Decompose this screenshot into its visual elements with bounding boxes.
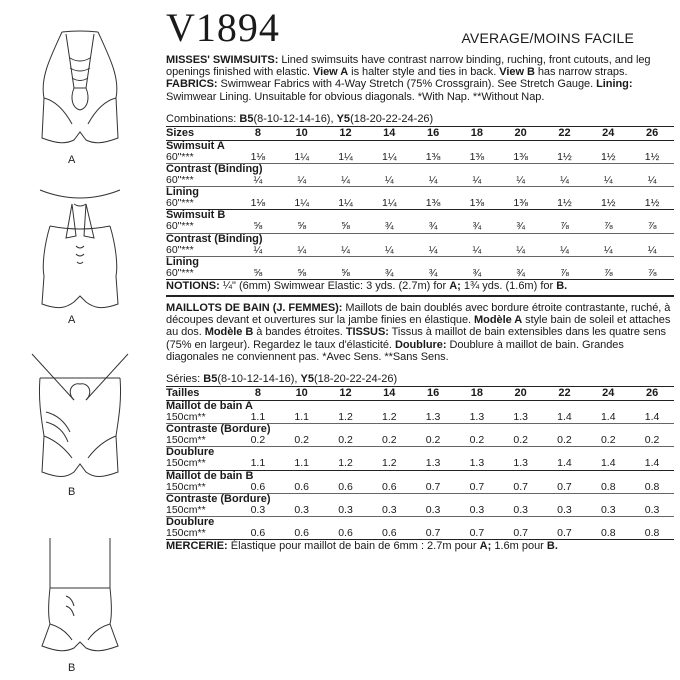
yardage-cell: 0.8 <box>644 480 660 493</box>
view-sketches <box>0 0 150 680</box>
yardage-cell: 0.6 <box>236 528 280 540</box>
yardage-cell: 1⅛ <box>250 150 266 163</box>
fabric-width: 150cm** <box>166 457 206 470</box>
desc-view-a: Modèle A <box>474 314 523 327</box>
size-column-header: 18 <box>470 126 483 139</box>
desc-heading: MISSES' SWIMSUITS: <box>166 54 279 66</box>
desc-text: style bain de soleil et attaches au dos. <box>166 314 671 339</box>
yardage-cell: 1.4 <box>644 457 660 470</box>
yardage-cell: ¼ <box>253 174 263 187</box>
yardage-cell: 1½ <box>644 150 660 163</box>
sketch-view-a-front <box>10 28 150 166</box>
sketch-label: B <box>68 486 76 498</box>
swimsuit-a-back-drawing <box>10 186 150 311</box>
yardage-cell: ¼ <box>603 243 613 256</box>
desc-text: is halter style and ties in back. <box>348 66 500 79</box>
notions-view-a: A; <box>479 540 492 553</box>
yardage-cell: 0.3 <box>600 503 616 516</box>
fabric-width: 60"*** <box>166 197 194 210</box>
section-heading: Lining <box>166 187 674 199</box>
yardage-cell: ¾ <box>411 268 455 280</box>
notions-text: 1.6m pour <box>491 540 547 553</box>
swimsuit-b-front-drawing <box>10 352 150 482</box>
yardage-cell: 1⅜ <box>425 197 441 210</box>
notions-view-b: B. <box>546 540 558 553</box>
yardage-cell: 0.2 <box>294 434 309 447</box>
yardage-cell: 1.4 <box>557 457 572 470</box>
yardage-cell: 0.7 <box>499 528 543 540</box>
size-column-header: 14 <box>383 126 396 139</box>
yardage-cell: 1.1 <box>294 411 309 424</box>
description-french <box>166 302 674 363</box>
yardage-cell: ¾ <box>499 268 543 280</box>
yardage-cell: ¼ <box>560 243 569 256</box>
yardage-cell: 0.2 <box>338 434 353 447</box>
yardage-cell: 1.4 <box>600 411 616 424</box>
yardage-cell: 1⅜ <box>469 197 485 210</box>
yardage-cell: ⅝ <box>341 220 350 233</box>
yardage-cell: ⅝ <box>253 220 263 233</box>
combinations-french <box>166 373 674 386</box>
desc-lining: Doublure: <box>394 338 447 351</box>
yardage-cell: 0.2 <box>600 434 616 447</box>
sketch-view-b-back <box>10 536 150 674</box>
yardage-cell: ¼ <box>341 174 350 187</box>
yardage-cell: 1¼ <box>338 197 353 210</box>
fabric-width: 150cm** <box>166 528 236 540</box>
yardage-cell: ¼ <box>516 174 526 187</box>
yardage-cell: 0.2 <box>381 434 397 447</box>
combinations-english <box>166 113 674 126</box>
section-heading: Doublure <box>166 516 674 528</box>
section-heading: Doublure <box>166 447 674 459</box>
header <box>166 5 674 50</box>
size-column-header: 20 <box>514 126 527 139</box>
yardage-cell: ⅞ <box>543 268 587 280</box>
yardage-cell: 1½ <box>600 197 616 210</box>
desc-text: Doublure à maillot de bain. Grandes diagonales ne conviennent pas. *Avec Sens. **Sans Sens. <box>166 338 624 363</box>
yardage-cell: 1.3 <box>469 411 485 424</box>
combo-y5-range: (18-20-22-24-26) <box>313 372 398 385</box>
size-column-header: 10 <box>295 126 308 139</box>
desc-text: Tissus à maillot de bain extensibles dans les quatre sens (75% en largeur). Regardez le taux d'élasticité. <box>166 326 667 351</box>
combo-b5: B5 <box>203 372 218 385</box>
yardage-cell: ¼ <box>516 243 526 256</box>
yardage-cell: ⅝ <box>324 268 368 280</box>
size-column-header: 8 <box>254 386 261 399</box>
fabric-width: 150cm** <box>166 411 206 424</box>
notions-view-a: A; <box>449 279 461 292</box>
fabric-width: 60"*** <box>166 220 194 233</box>
yardage-cell: ¼ <box>297 243 307 256</box>
yardage-cell: 0.7 <box>543 528 587 540</box>
desc-view-b: Modèle B <box>204 326 254 339</box>
yardage-table-english <box>166 126 674 280</box>
yardage-cell: 0.2 <box>644 434 660 447</box>
notions-heading: NOTIONS: <box>166 279 220 292</box>
desc-text: Maillots de bain doublés avec bordure étroite contrastante, ruché, à découpes devant et ouvertures sur la jambe finies en élastique. <box>166 301 671 327</box>
size-header: Tailles <box>166 386 200 399</box>
desc-heading: MAILLOTS DE BAIN (J. FEMMES): <box>166 301 343 314</box>
fabric-width: 60"*** <box>166 150 194 163</box>
yardage-cell: ⅞ <box>630 268 674 280</box>
yardage-cell: 1.3 <box>513 457 528 470</box>
yardage-cell: 0.6 <box>381 480 397 493</box>
description-english <box>166 54 674 103</box>
desc-text: Swimwear Lining. Unsuitable for obvious diagonals. *With Nap. **Without Nap. <box>166 90 545 103</box>
fabric-width: 60"*** <box>166 268 236 280</box>
yardage-cell: 0.8 <box>630 528 674 540</box>
desc-fabrics: TISSUS: <box>345 326 389 339</box>
yardage-cell: 1.3 <box>425 411 441 424</box>
yardage-cell: ⅝ <box>280 268 324 280</box>
notions-english <box>166 280 674 293</box>
yardage-cell: 1.4 <box>557 411 572 424</box>
yardage-cell: 1.2 <box>381 457 397 470</box>
yardage-cell: 1.1 <box>294 457 309 470</box>
size-header: Sizes <box>166 126 195 139</box>
yardage-cell: ¼ <box>341 243 350 256</box>
fabric-width: 150cm** <box>166 503 206 516</box>
yardage-cell: 1½ <box>557 150 572 163</box>
yardage-cell: 0.2 <box>250 434 266 447</box>
yardage-cell: 1.3 <box>513 411 528 424</box>
yardage-cell: 1½ <box>600 150 616 163</box>
combo-y5-range: (18-20-22-24-26) <box>350 112 434 125</box>
yardage-cell: 0.7 <box>557 480 572 493</box>
section-heading: Maillot de bain A <box>166 399 253 412</box>
yardage-cell: 0.2 <box>513 434 528 447</box>
combo-prefix: Combinations: <box>166 112 240 125</box>
yardage-cell: 0.3 <box>513 503 528 516</box>
section-divider <box>166 295 674 297</box>
desc-view-b: View B <box>499 66 535 79</box>
size-column-header: 22 <box>558 126 571 139</box>
combo-prefix: Séries: <box>166 372 204 385</box>
combo-y5: Y5 <box>336 112 351 125</box>
yardage-cell: ¼ <box>253 243 263 256</box>
combo-b5-range: (8-10-12-14-16), <box>217 372 301 385</box>
size-column-header: 8 <box>254 126 261 139</box>
size-column-header: 26 <box>645 386 659 399</box>
notions-french <box>166 540 674 553</box>
yardage-cell: 1¼ <box>338 150 353 163</box>
yardage-cell: ⅞ <box>647 220 657 233</box>
yardage-cell: ¼ <box>297 174 307 187</box>
yardage-cell: 0.7 <box>425 480 441 493</box>
section-heading: Contraste (Bordure) <box>166 493 674 505</box>
yardage-cell: 0.6 <box>367 528 411 540</box>
yardage-cell: 1¼ <box>294 197 309 210</box>
yardage-cell: 0.3 <box>469 503 485 516</box>
section-heading: Maillot de bain B <box>166 470 674 482</box>
yardage-cell: 1⅜ <box>513 150 528 163</box>
yardage-cell: 1.3 <box>469 457 485 470</box>
sketch-label: A <box>68 314 76 326</box>
sketch-view-b-front <box>10 352 150 498</box>
yardage-cell: ¼ <box>472 243 482 256</box>
yardage-cell: ¾ <box>455 268 499 280</box>
yardage-cell: 1⅛ <box>250 197 266 210</box>
size-column-header: 16 <box>426 126 440 139</box>
sketch-label: A <box>68 154 76 166</box>
notions-text: ¼" (6mm) Swimwear Elastic: 3 yds. (2.7m) for <box>219 279 450 292</box>
yardage-cell: 0.6 <box>294 480 309 493</box>
yardage-cell: 0.3 <box>338 503 353 516</box>
yardage-cell: 1.1 <box>250 457 266 470</box>
combo-b5: B5 <box>239 112 254 125</box>
yardage-cell: 1.2 <box>338 411 353 424</box>
yardage-cell: ⅞ <box>586 268 630 280</box>
desc-view-a: View A <box>313 66 349 79</box>
section-heading: Swimsuit A <box>166 139 225 152</box>
notions-heading: MERCERIE: <box>166 540 228 553</box>
yardage-cell: 0.3 <box>644 503 660 516</box>
yardage-cell: ¼ <box>560 174 569 187</box>
yardage-cell: 1⅜ <box>469 150 485 163</box>
size-column-header: 14 <box>383 386 396 399</box>
yardage-cell: 1½ <box>644 197 660 210</box>
notions-text: Élastique pour maillot de bain de 6mm : 2.7m pour <box>227 540 480 553</box>
yardage-cell: ¼ <box>384 174 394 187</box>
yardage-cell: ¾ <box>367 268 411 280</box>
sketch-label: B <box>68 662 76 674</box>
section-heading: Contrast (Binding) <box>166 233 674 245</box>
desc-text: Lined swimsuits have contrast narrow binding, ruching, front cutouts, and leg openings finished with elastic. <box>166 54 651 79</box>
yardage-cell: ¾ <box>428 220 438 233</box>
swimsuit-a-front-drawing <box>10 28 150 148</box>
fabric-width: 60"*** <box>166 243 194 256</box>
desc-text: Swimwear Fabrics with 4-Way Stretch (75% Crossgrain). See Stretch Gauge. <box>217 78 597 91</box>
yardage-cell: 0.7 <box>469 480 485 493</box>
yardage-cell: 0.2 <box>425 434 441 447</box>
yardage-cell: ¼ <box>603 174 613 187</box>
yardage-cell: 1⅜ <box>513 197 528 210</box>
yardage-cell: 1.1 <box>250 411 266 424</box>
notions-text: 1¾ yds. (1.6m) for <box>460 279 557 292</box>
yardage-cell: 0.3 <box>250 503 266 516</box>
yardage-cell: 1.3 <box>425 457 441 470</box>
yardage-cell: 0.7 <box>513 480 528 493</box>
size-column-header: 18 <box>470 386 483 399</box>
size-column-header: 12 <box>339 126 352 139</box>
notions-view-b: B. <box>556 279 568 292</box>
yardage-cell: 0.6 <box>250 480 266 493</box>
yardage-cell: 0.3 <box>294 503 309 516</box>
section-heading: Contrast (Binding) <box>166 164 674 176</box>
yardage-cell: ⅞ <box>603 220 613 233</box>
desc-text: à bandes étroites. <box>253 326 346 339</box>
yardage-cell: 1¼ <box>294 150 309 163</box>
yardage-cell: 0.7 <box>411 528 455 540</box>
yardage-cell: 0.2 <box>469 434 485 447</box>
pattern-number: V1894 <box>166 5 280 50</box>
size-column-header: 24 <box>602 126 615 139</box>
section-heading: Lining <box>166 256 674 268</box>
yardage-cell: 0.3 <box>381 503 397 516</box>
yardage-cell: ¼ <box>647 243 657 256</box>
yardage-cell: 0.2 <box>557 434 572 447</box>
desc-text: has narrow straps. <box>534 66 628 79</box>
yardage-cell: 0.3 <box>425 503 441 516</box>
size-column-header: 26 <box>645 126 659 139</box>
yardage-cell: ¼ <box>428 243 438 256</box>
yardage-cell: ⅝ <box>236 268 280 280</box>
yardage-cell: ¾ <box>384 220 394 233</box>
yardage-cell: ¼ <box>472 174 482 187</box>
size-column-header: 16 <box>426 386 440 399</box>
yardage-cell: ¼ <box>428 174 438 187</box>
yardage-cell: 0.6 <box>338 480 353 493</box>
yardage-cell: 1¼ <box>381 150 397 163</box>
pattern-info <box>166 5 674 553</box>
size-column-header: 20 <box>514 386 527 399</box>
size-column-header: 10 <box>295 386 308 399</box>
desc-lining: Lining: <box>596 78 633 91</box>
size-column-header: 22 <box>558 386 571 399</box>
yardage-cell: 1½ <box>557 197 572 210</box>
yardage-cell: 1.2 <box>381 411 397 424</box>
yardage-cell: 0.6 <box>324 528 368 540</box>
yardage-cell: 0.3 <box>557 503 572 516</box>
yardage-cell: 1.4 <box>600 457 616 470</box>
yardage-cell: 1⅜ <box>425 150 441 163</box>
yardage-cell: 0.8 <box>586 528 630 540</box>
yardage-cell: 1¼ <box>381 197 397 210</box>
yardage-cell: ¾ <box>516 220 526 233</box>
fabric-width: 60"*** <box>166 174 194 187</box>
sketch-view-a-back <box>10 186 150 326</box>
desc-fabrics: FABRICS: <box>166 78 218 91</box>
fabric-width: 150cm** <box>166 434 206 447</box>
swimsuit-b-back-drawing <box>10 536 150 656</box>
section-heading: Swimsuit B <box>166 210 674 222</box>
combo-y5: Y5 <box>300 372 314 385</box>
yardage-cell: ¼ <box>384 243 394 256</box>
yardage-cell: 1.2 <box>338 457 353 470</box>
difficulty-level: AVERAGE/MOINS FACILE <box>461 30 634 46</box>
yardage-cell: ⅝ <box>297 220 307 233</box>
yardage-cell: 0.7 <box>455 528 499 540</box>
yardage-cell: ¼ <box>647 174 657 187</box>
size-column-header: 24 <box>602 386 615 399</box>
fabric-width: 150cm** <box>166 480 206 493</box>
yardage-cell: 0.8 <box>600 480 616 493</box>
yardage-cell: ⅞ <box>560 220 569 233</box>
size-column-header: 12 <box>339 386 352 399</box>
yardage-table-french <box>166 386 674 540</box>
yardage-cell: 1.4 <box>644 411 660 424</box>
section-heading: Contraste (Bordure) <box>166 424 674 436</box>
combo-b5-range: (8-10-12-14-16), <box>253 112 337 125</box>
yardage-cell: 0.6 <box>280 528 324 540</box>
yardage-cell: ¾ <box>472 220 482 233</box>
